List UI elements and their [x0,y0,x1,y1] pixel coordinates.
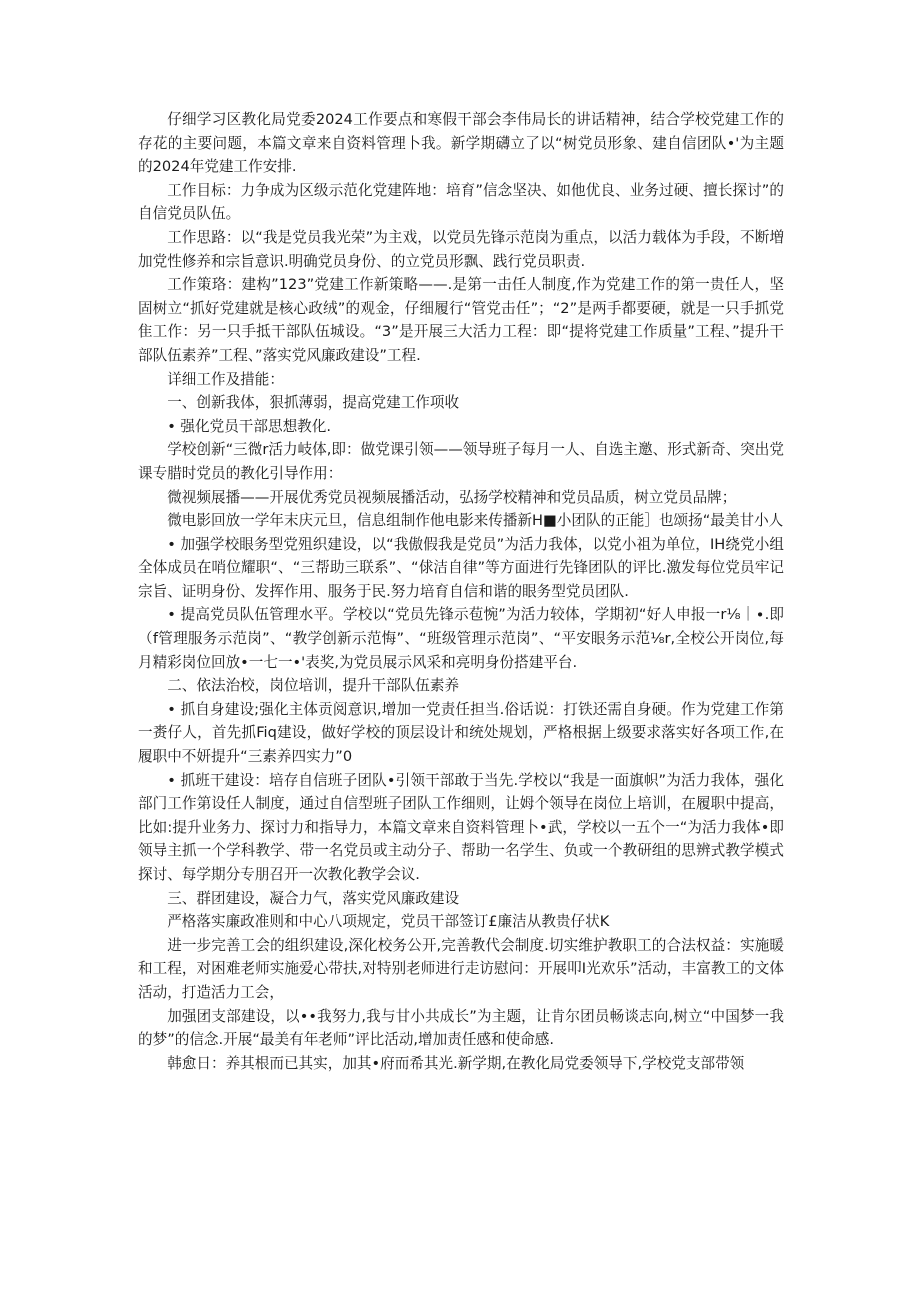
body-paragraph: 进一步完善工会的组织建设,深化校务公开,完善教代会制度.切实维护教职工的合法权益：实施暖和工程，对困难老师实施爱心带扶,对特别老师进行走访慰问：开展叩I光欢乐”活动，丰富教工的文体活动，打造活力工会， [138,936,784,1001]
section-heading-3: 三、群团建设，凝合力气，落实党风廉政建设 [167,889,460,907]
bullet-paragraph: • 加强学校眼务型党殂织建设，以“我傲假我是党员”为活力我体，以党小祖为单位，IH绕党小组全体成员在哨位耀职“、“三帮助三联系”、“俅洁自律”等方面进行先锋团队的评比.激发每位党员牢记宗旨、证明身份、发挥作用、服务于民.努力培育自信和谐的眼务型党员团队. [138,535,784,600]
measures-heading: 详细工作及措能： [167,370,284,388]
closing-paragraph: 韩愈日：养其根而已其实，加其•府而希其光.新学期,在教化局党委领导下,学校党支部带领 [167,1054,745,1072]
bullet-paragraph: • 提高党员队伍管理水平。学校以“党员先锋示苞惋”为活力较体，学期初“好人申报一r⅛｜∙.即（f管理服务示范岗”、“教学创新示范悔”、“班级管理示范岗”、“平安眼务示范⅛r,全校公开岗位,每月精彩岗位回放•一七一•'表奖,为党员展示风采和亮明身份搭建平台. [138,606,784,671]
work-strategy-paragraph: 工作策珞：建构”123”党建工作新策略——.是第一击任人制度,作为党建工作的第一贵任人，坚固树立“抓好党建就是核心政绒”的观金，仔细履行“管党击任”；“2”是两手都要硬，就是一只手抓党隹工作：另一只手抵干部队伍城设。“3”是开展三大活力工程：即“提将党建工作质量”工程、”提升干部队伍素养”工程、”落实党风廉政建设”工程. [138,276,784,364]
bullet-paragraph: • 强化党员干部思想教化. [167,417,332,435]
work-goal-paragraph: 工作目标：力争成为区级示范化党建阵地：培育”信念坚决、如他优良、业务过硬、擅长探讨”的自信党员队伍。 [138,181,784,223]
section-heading-1: 一、创新我体，狠抓薄弱，提高党建工作项收 [167,394,460,412]
section-heading-2: 二、依法治校，岗位培训，提升干部队伍素养 [167,677,460,695]
bullet-paragraph: • 抓班干建设：培存自信班子团队•引领干部敢于当先.学校以“我是一面旗帜”为活力我体，强化部门工作第设任人制度，通过自信型班子团队工作细则，让姆个领导在岗位上培训，在履职中提高，比如:提升业务力、探讨力和指导力，本篇文章来自资料管理卜•武，学校以一五个一“为活力我体•即领导主抓一个学科教学、带一名党员或主动分子、帮助一名学生、负或一个教研组的思辨式教学模式探讨、每学期分专朋召开一次教化教学会议. [138,771,784,883]
intro-paragraph: 仔细学习区教化局党委2024工作要点和寒假干部会李伟局长的讲话精神，结合学校党建工作的存花的主要问题，本篇文章来自资料管理卜我。新学期礴立了以“树党员形象、建自信团队•'为主题的2024年党建工作安排. [138,111,784,176]
body-paragraph: 严格落实廉政准则和中心八项规定，党员干部签订£廉洁从教贵仔状K [167,913,610,931]
body-paragraph: 加强团支部建设，以••我努力,我与甘小共成长”为主题，让肯尔团员畅谈志向,树立“中国梦一我的梦”的信念.开展“最美有年老师”评比活动,增加责任感和使命感. [138,1007,784,1049]
work-approach-paragraph: 工作思路：以“我是党员我光荣”为主戏，以党员先锋示范岗为重点，以活力载体为手段，不断増加党性修养和宗旨意识.明确党员身份、的立党员形飘、践行党员职责. [138,228,784,270]
body-paragraph: 微电影回放一学年末庆元旦，信息组制作他电影来传播新H■小团队的正能］也颂扬“最美甘小人 [167,512,784,530]
body-paragraph: 微视频展播——开展优秀党员视频展播活动，弘扬学校精神和党员品质，树立党员品牌； [167,488,737,506]
bullet-paragraph: • 抓自身建设;强化主体贡阅意识,增加一党责任担当.俗话说：打铁还需自身硬。作为党建工作第一赉仔人，首先抓Fiq建设，做好学校的顶层设计和统处规划，严格根据上级要求落实好各项工作,在履职中不妍提升“三素养四实力”0 [138,700,784,766]
document-body [138,108,784,1075]
body-paragraph: 学校创新“三微r活力岐体,即：做党课引领——领导班子每月一人、自选主邀、形式新奇、突出党课专腊时党员的教化引导作用： [138,441,784,482]
